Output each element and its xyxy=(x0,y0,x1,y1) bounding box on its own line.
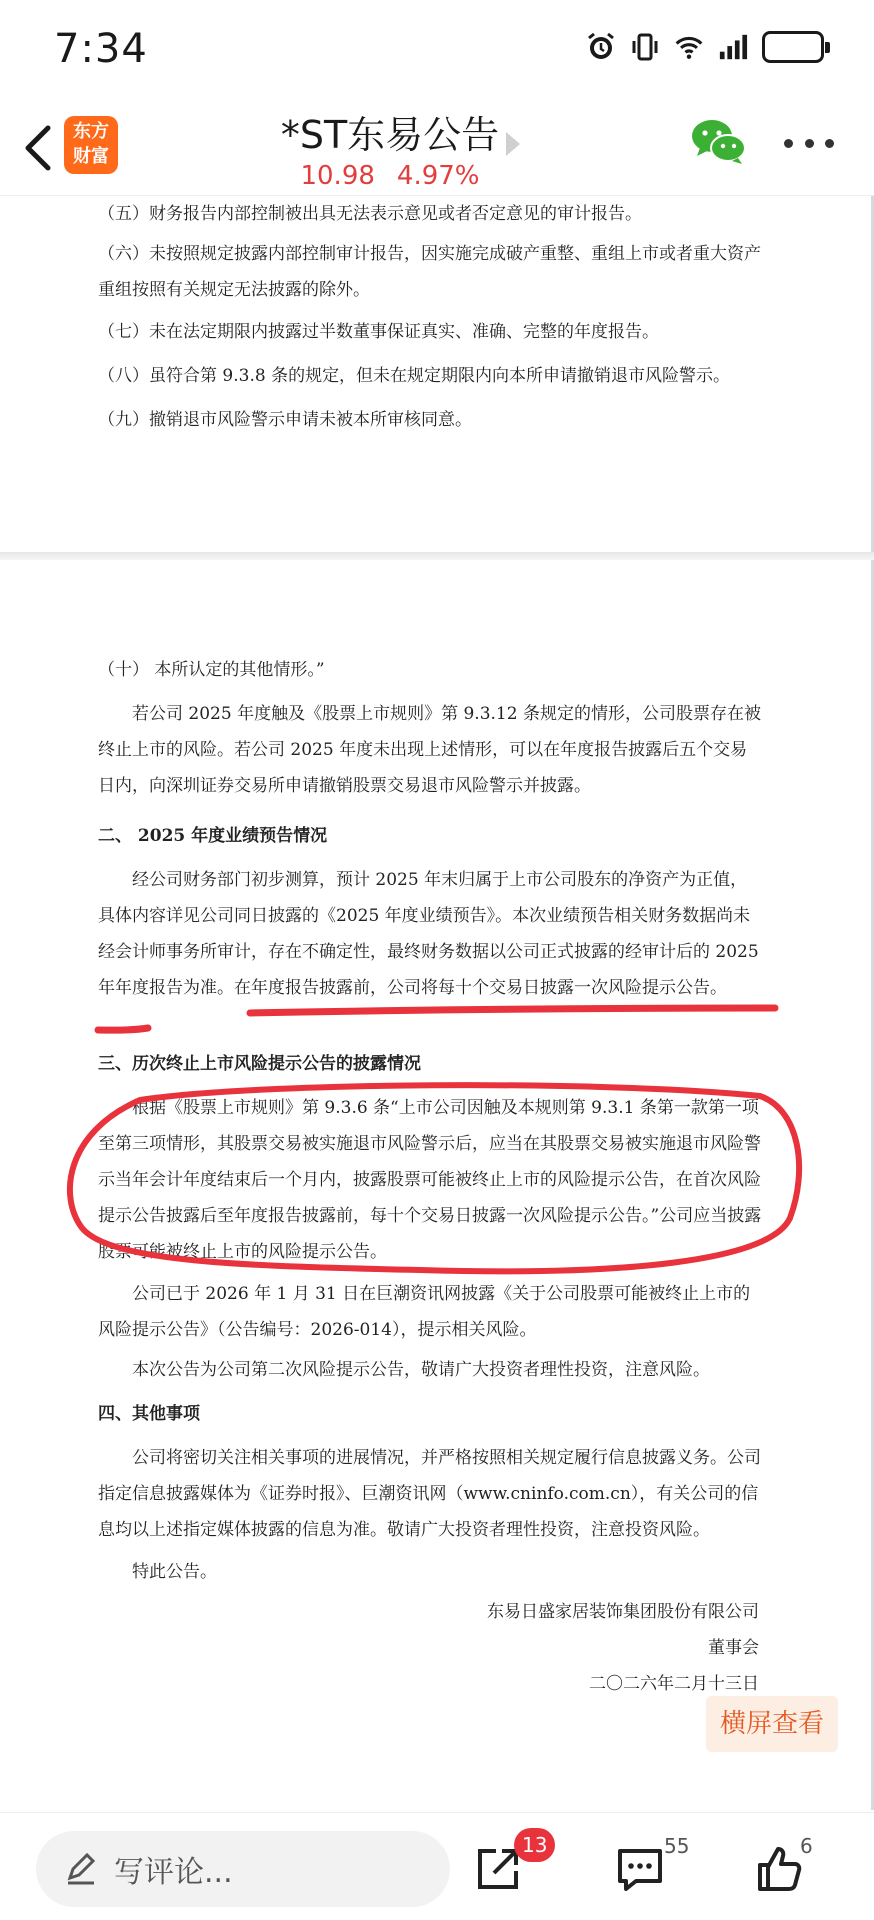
stock-title-block[interactable] xyxy=(260,104,520,191)
page-title: *ST东易公告 xyxy=(280,113,500,157)
doc-board: 董事会 xyxy=(708,1638,759,1658)
doc-para-forecast: 经公司财务部门初步测算，预计 2025 年末归属于上市公司股东的净资产为正值，具体内容详见公司同日披露的《2025 年度业绩预告》。本次业绩预告相关财务数据尚未经会计师事务所审计，存在不确定性，最终财务数据以公司正式披露的经审计后的 2025 年年度报告为准。在年度报告披露前，公司将每十个交易日披露一次风险提示公告。 xyxy=(98,870,759,998)
document-page-2 xyxy=(0,560,874,1810)
doc-item-7: （七）未在法定期限内披露过半数董事保证真实、准确、完整的年度报告。 xyxy=(98,322,659,342)
price-line xyxy=(260,161,520,191)
doc-item-8: （八）虽符合第 9.3.8 条的规定，但未在规定期限内向本所申请撤销退市风险警示。 xyxy=(98,366,731,386)
comment-count: 55 xyxy=(664,1834,690,1858)
wechat-icon xyxy=(690,118,746,166)
page-divider xyxy=(0,552,874,560)
logo-text-line1: 东方 xyxy=(73,121,109,142)
logo-text-line2: 财富 xyxy=(73,146,109,167)
comment-icon[interactable] xyxy=(614,1843,666,1895)
more-dot-icon xyxy=(805,139,814,148)
chevron-left-icon xyxy=(16,118,60,178)
like-icon[interactable] xyxy=(754,1843,806,1895)
comment-placeholder: 写评论... xyxy=(114,1855,233,1890)
doc-heading-3: 三、历次终止上市风险提示公告的披露情况 xyxy=(98,1054,421,1074)
more-dot-icon xyxy=(784,139,793,148)
comment-input[interactable] xyxy=(36,1831,450,1907)
play-arrow-icon[interactable] xyxy=(506,132,520,156)
doc-heading-2: 二、 2025 年度业绩预告情况 xyxy=(98,826,328,846)
landscape-view-button[interactable]: 横屏查看 xyxy=(706,1696,838,1752)
document-page-1 xyxy=(0,196,874,556)
doc-item-10: （十） 本所认定的其他情形。” xyxy=(98,660,325,680)
doc-closing: 特此公告。 xyxy=(132,1562,217,1582)
back-button[interactable] xyxy=(16,118,60,178)
doc-company: 东易日盛家居装饰集团股份有限公司 xyxy=(487,1602,759,1622)
doc-para-risk: 若公司 2025 年度触及《股票上市规则》第 9.3.12 条规定的情形，公司股票存在被终止上市的风险。若公司 2025 年度未出现上述情形，可以在年度报告披露后五个交易日内，向深圳证券交易所申请撤销股票交易退市风险警示并披露。 xyxy=(98,704,761,796)
status-time: 7:34 xyxy=(54,26,148,72)
doc-para-rule: 根据《股票上市规则》第 9.3.6 条“上市公司因触及本规则第 9.3.1 条第一款第一项至第三项情形，其股票交易被实施退市风险警示后，应当在其股票交易被实施退市风险警示当年会计年度结束后一个月内，披露股票可能被终止上市的风险提示公告，在首次风险提示公告披露后至年度报告披露前，每十个交易日披露一次风险提示公告。”公司应当披露股票可能被终止上市的风险提示公告。 xyxy=(98,1098,762,1262)
doc-item-6: （六）未按照规定披露内部控制审计报告，因实施完成破产重整、重组上市或者重大资产重组按照有关规定无法披露的除外。 xyxy=(98,244,761,300)
battery-icon xyxy=(762,31,824,63)
doc-heading-4: 四、其他事项 xyxy=(98,1404,200,1424)
pencil-icon xyxy=(64,1852,98,1886)
doc-item-9: （九）撤销退市风险警示申请未被本所审核同意。 xyxy=(98,410,472,430)
wifi-icon xyxy=(674,30,704,64)
doc-para-other: 公司将密切关注相关事项的进展情况，并严格按照相关规定履行信息披露义务。公司指定信息披露媒体为《证券时报》、巨潮资讯网（www.cninfo.com.cn），有关公司的信息均以上述指定媒体披露的信息为准。敬请广大投资者理性投资，注意投资风险。 xyxy=(98,1448,761,1540)
doc-date: 二〇二六年二月十三日 xyxy=(589,1674,759,1694)
eastmoney-logo[interactable] xyxy=(64,116,118,174)
wechat-share-button[interactable] xyxy=(690,118,746,166)
doc-para-second: 本次公告为公司第二次风险提示公告，敬请广大投资者理性投资，注意风险。 xyxy=(132,1360,710,1380)
more-dot-icon xyxy=(825,139,834,148)
bottom-action-bar xyxy=(0,1812,874,1920)
share-badge: 13 xyxy=(514,1828,555,1862)
status-icons xyxy=(586,30,824,64)
more-options-button[interactable] xyxy=(784,126,834,160)
stock-price: 10.98 xyxy=(300,161,375,191)
doc-item-5: （五）财务报告内部控制被出具无法表示意见或者否定意见的审计报告。 xyxy=(98,204,642,224)
alarm-icon xyxy=(586,30,616,64)
signal-icon xyxy=(718,30,748,64)
status-bar xyxy=(0,0,874,100)
stock-change: 4.97% xyxy=(396,161,480,191)
like-count: 6 xyxy=(800,1834,813,1858)
vibrate-icon xyxy=(630,30,660,64)
doc-para-disclosed: 公司已于 2026 年 1 月 31 日在巨潮资讯网披露《关于公司股票可能被终止上市的风险提示公告》（公告编号：2026-014），提示相关风险。 xyxy=(98,1284,751,1340)
